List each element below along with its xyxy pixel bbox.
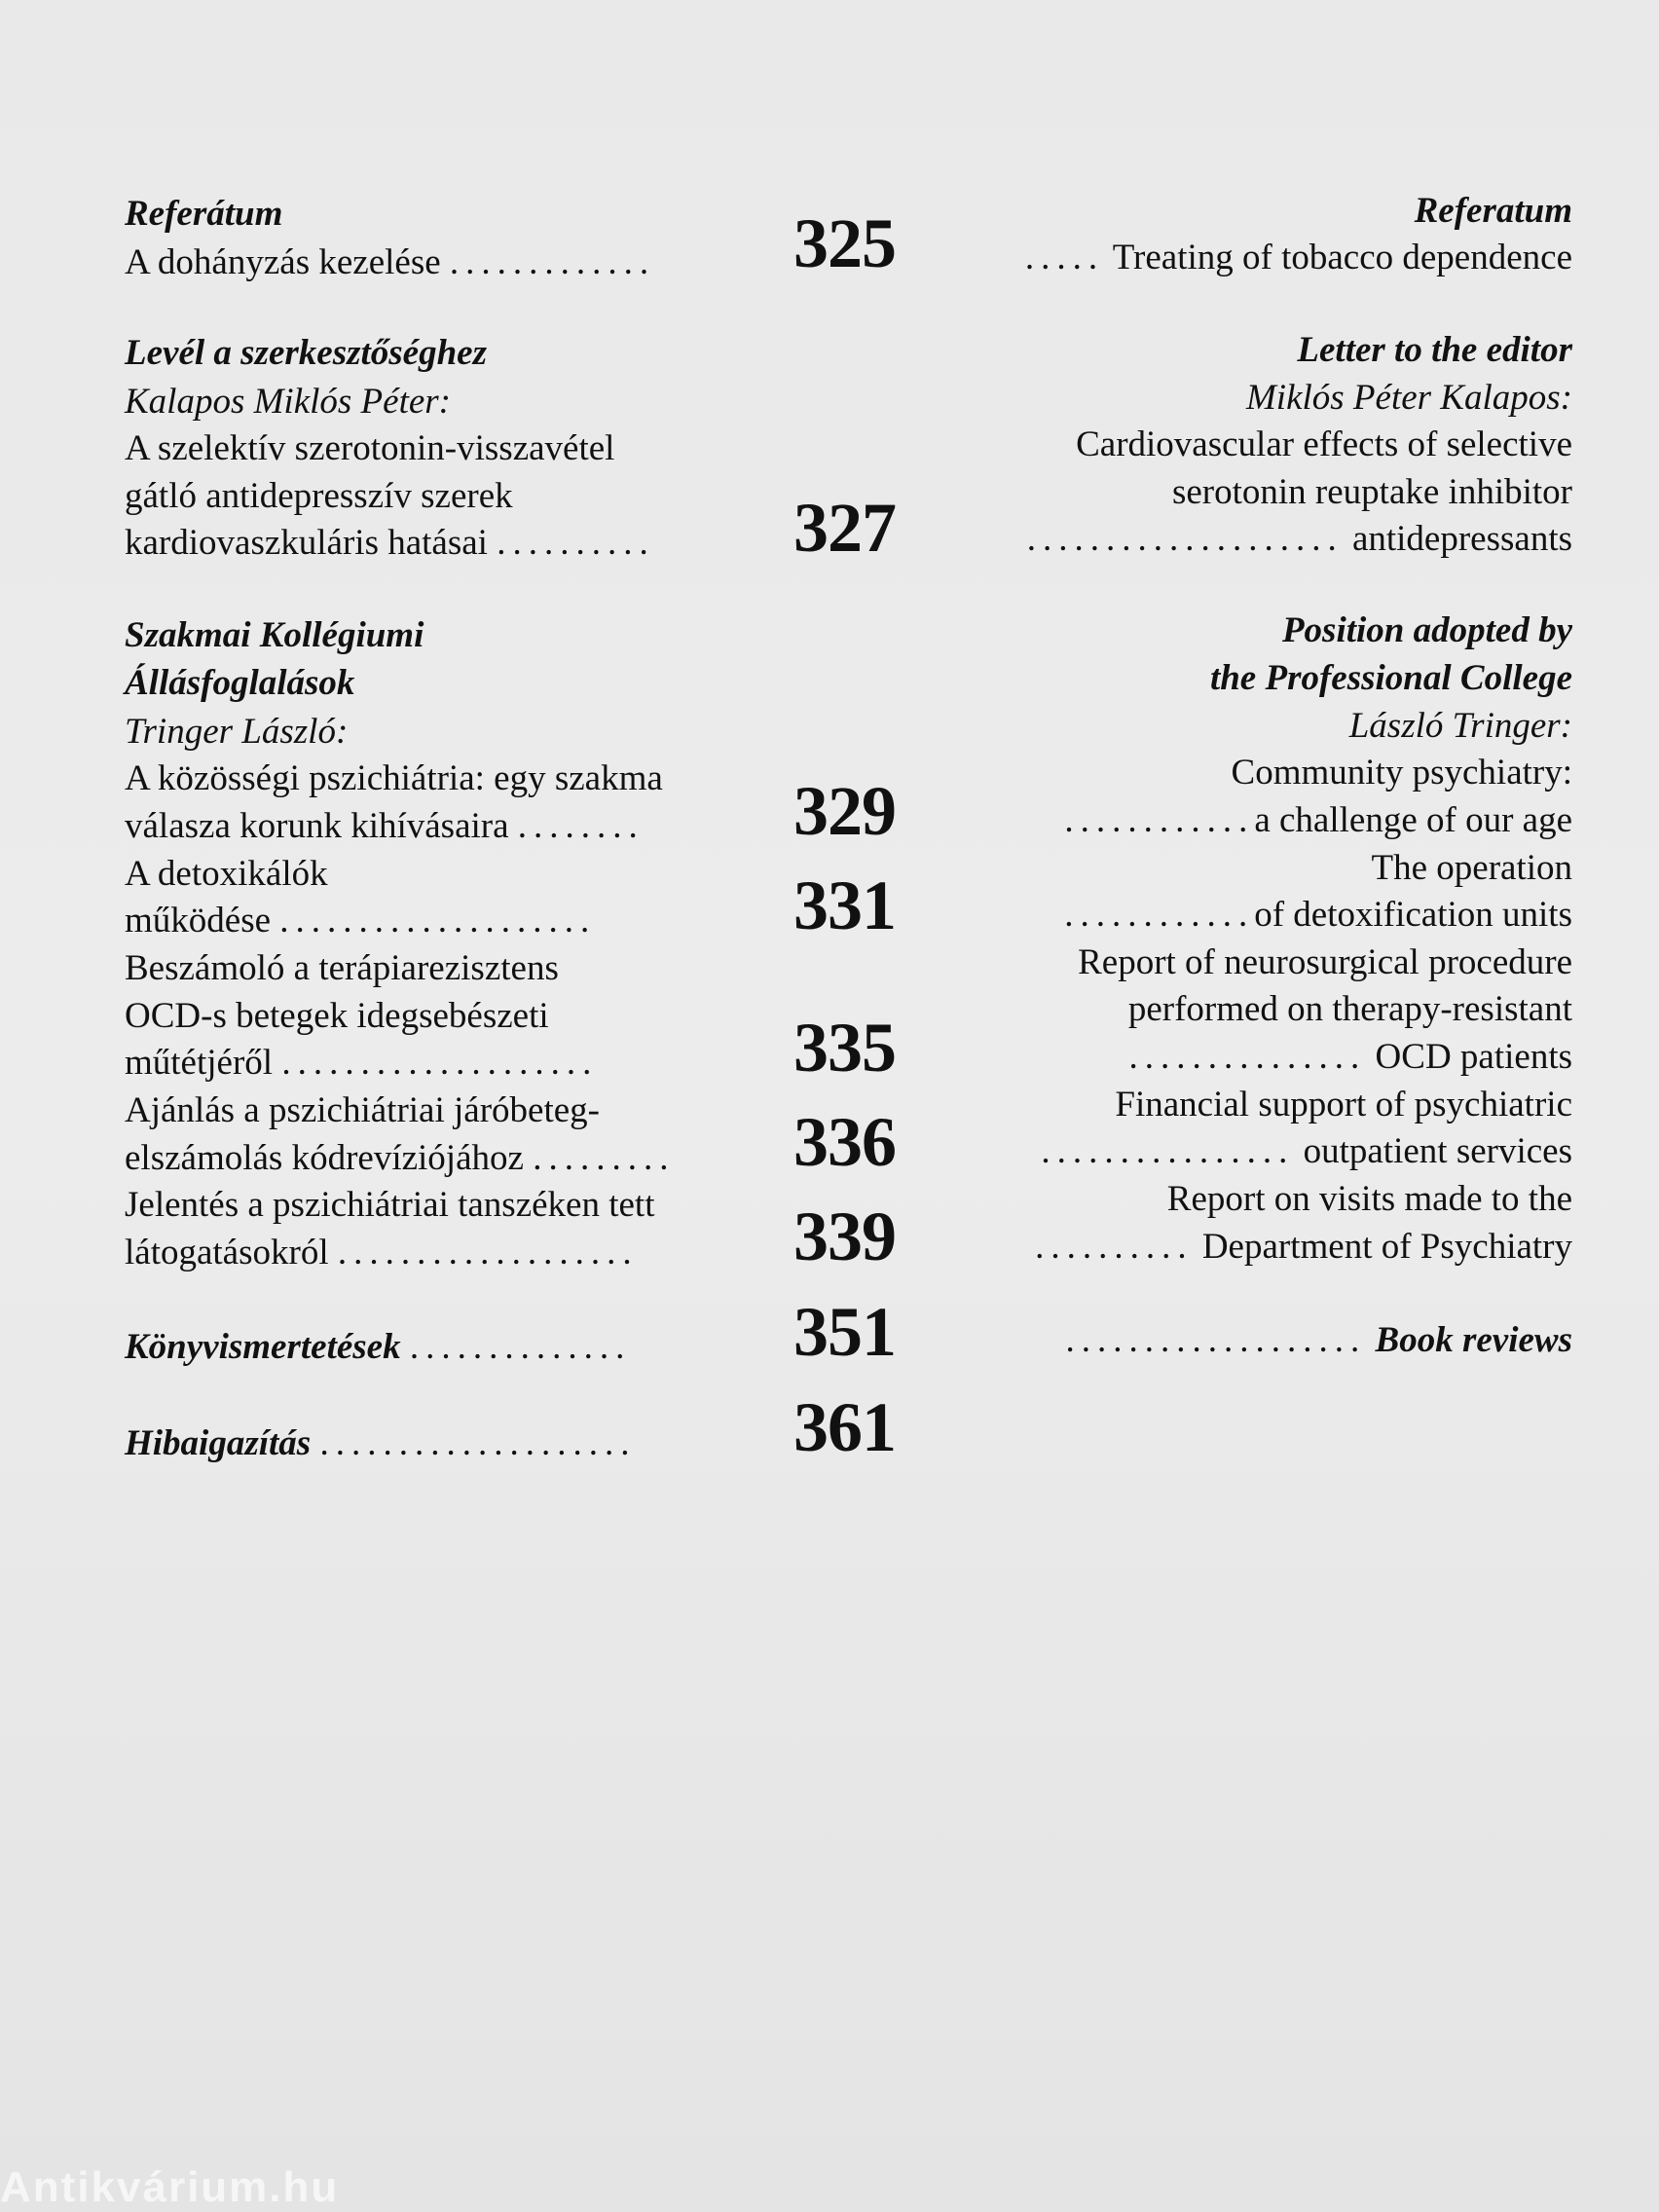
dot-leader: .................... (1026, 519, 1344, 559)
right-entry-ssri-line2: serotonin reuptake inhibitor (1171, 472, 1572, 512)
dot-leader: ............ (1064, 800, 1255, 840)
page-number-335[interactable]: 335 (793, 1009, 896, 1087)
dot-leader: .................... (281, 1043, 599, 1083)
right-toc-entry-outpatient[interactable] (1041, 1130, 1572, 1173)
entry-title: Department of Psychiatry (1201, 1227, 1572, 1267)
entry-title: A dohányzás kezelése (125, 242, 441, 282)
right-entry-community-line1: Community psychiatry: (1231, 753, 1572, 793)
left-section-letter-heading: Levél a szerkesztőséghez (125, 333, 487, 373)
left-author-tringer: Tringer László: (125, 712, 349, 752)
right-section-referatum-heading: Referatum (1414, 191, 1572, 231)
dot-leader: .................... (279, 901, 597, 940)
right-toc-entry-ssri[interactable] (1027, 518, 1572, 561)
left-toc-entry-ssri[interactable] (125, 522, 655, 565)
left-toc-entry-outpatient[interactable] (125, 1137, 675, 1180)
page-number-325[interactable]: 325 (793, 204, 896, 282)
left-entry-detox-line1: A detoxikálók (125, 854, 328, 894)
right-toc-entry-ocd[interactable] (1129, 1036, 1572, 1079)
dot-leader: ........ (517, 806, 645, 846)
entry-title: működése (125, 901, 272, 940)
right-entry-outpatient-line1: Financial support of psychiatric (1115, 1085, 1572, 1124)
dot-leader: .......... (497, 523, 655, 563)
dot-leader: .............. (409, 1327, 632, 1367)
right-section-college-heading-line2: the Professional College (1209, 658, 1572, 698)
left-entry-outpatient-line1: Ajánlás a pszichiátriai járóbeteg- (125, 1090, 600, 1130)
right-author-kalapos: Miklós Péter Kalapos: (1245, 378, 1572, 418)
right-toc-entry-book-reviews[interactable] (1066, 1319, 1572, 1362)
entry-title: outpatient services (1303, 1131, 1572, 1171)
page-number-336[interactable]: 336 (793, 1103, 896, 1181)
entry-title: Book reviews (1375, 1320, 1572, 1360)
left-entry-visits-line1: Jelentés a pszichiátriai tanszéken tett (125, 1185, 655, 1225)
left-toc-entry-errata[interactable] (125, 1422, 636, 1465)
dot-leader: ................ (1041, 1131, 1295, 1171)
dot-leader: ............. (449, 242, 656, 282)
dot-leader: ............... (1128, 1037, 1367, 1077)
dot-leader: ......... (533, 1138, 676, 1178)
left-section-referatum-heading: Referátum (125, 194, 283, 234)
left-section-college-heading-line2: Állásfoglalások (125, 663, 355, 703)
entry-title: Hibaigazítás (125, 1423, 312, 1463)
left-toc-entry-detox[interactable] (125, 900, 596, 942)
left-toc-entry-community[interactable] (125, 805, 645, 848)
right-entry-ssri-line1: Cardiovascular effects of selective (1076, 424, 1572, 464)
entry-title: műtétjéről (125, 1043, 274, 1083)
right-entry-ocd-line1: Report of neurosurgical procedure (1078, 942, 1572, 982)
right-author-tringer: László Tringer: (1348, 706, 1572, 746)
right-entry-visits-line1: Report on visits made to the (1166, 1179, 1572, 1219)
right-toc-entry-visits[interactable] (1035, 1226, 1572, 1269)
page-number-331[interactable]: 331 (793, 866, 896, 944)
right-entry-detox-line1: The operation (1371, 848, 1572, 888)
dot-leader: .................... (319, 1423, 637, 1463)
right-toc-entry-tobacco[interactable] (1025, 237, 1572, 279)
dot-leader: ............ (1064, 895, 1255, 935)
left-toc-entry-visits[interactable] (125, 1232, 639, 1274)
entry-title: válasza korunk kihívásaira (125, 806, 509, 846)
right-section-letter-heading: Letter to the editor (1297, 330, 1572, 370)
entry-title: látogatásokról (125, 1233, 329, 1272)
page-number-361[interactable]: 361 (793, 1388, 896, 1466)
entry-title: Könyvismertetések (125, 1327, 401, 1367)
dot-leader: .......... (1035, 1227, 1194, 1267)
left-entry-ssri-line2: gátló antidepresszív szerek (125, 476, 513, 516)
left-toc-entry-tobacco[interactable] (125, 241, 655, 284)
entry-title: Treating of tobacco dependence (1112, 238, 1572, 277)
entry-title: elszámolás kódrevíziójához (125, 1138, 524, 1178)
right-section-college-heading-line1: Position adopted by (1281, 610, 1572, 650)
dot-leader: ..... (1024, 238, 1105, 277)
dot-leader: ................... (337, 1233, 639, 1272)
entry-title: a challenge of our age (1254, 800, 1572, 840)
left-toc-entry-ocd[interactable] (125, 1042, 598, 1085)
page-number-327[interactable]: 327 (793, 489, 896, 567)
right-toc-entry-detox[interactable] (1064, 894, 1572, 937)
entry-title: of detoxification units (1254, 895, 1572, 935)
right-entry-ocd-line2: performed on therapy-resistant (1127, 989, 1572, 1029)
left-entry-ocd-line1: Beszámoló a terápiarezisztens (125, 948, 559, 988)
left-entry-community-line1: A közösségi pszichiátria: egy szakma (125, 758, 663, 798)
right-toc-entry-community[interactable] (1064, 799, 1572, 842)
page-number-339[interactable]: 339 (793, 1198, 896, 1275)
left-author-kalapos: Kalapos Miklós Péter: (125, 382, 452, 422)
page-number-329[interactable]: 329 (793, 772, 896, 850)
entry-title: antidepressants (1351, 519, 1572, 559)
left-entry-ocd-line2: OCD-s betegek idegsebészeti (125, 996, 549, 1036)
watermark-logo: Antikvárium.hu (0, 2163, 340, 2211)
dot-leader: ................... (1065, 1320, 1367, 1360)
entry-title: OCD patients (1375, 1037, 1572, 1077)
left-section-college-heading-line1: Szakmai Kollégiumi (125, 615, 424, 655)
left-entry-ssri-line1: A szelektív szerotonin-visszavétel (125, 428, 615, 468)
entry-title: kardiovaszkuláris hatásai (125, 523, 488, 563)
page-number-351[interactable]: 351 (793, 1293, 896, 1371)
left-toc-entry-book-reviews[interactable] (125, 1326, 631, 1369)
